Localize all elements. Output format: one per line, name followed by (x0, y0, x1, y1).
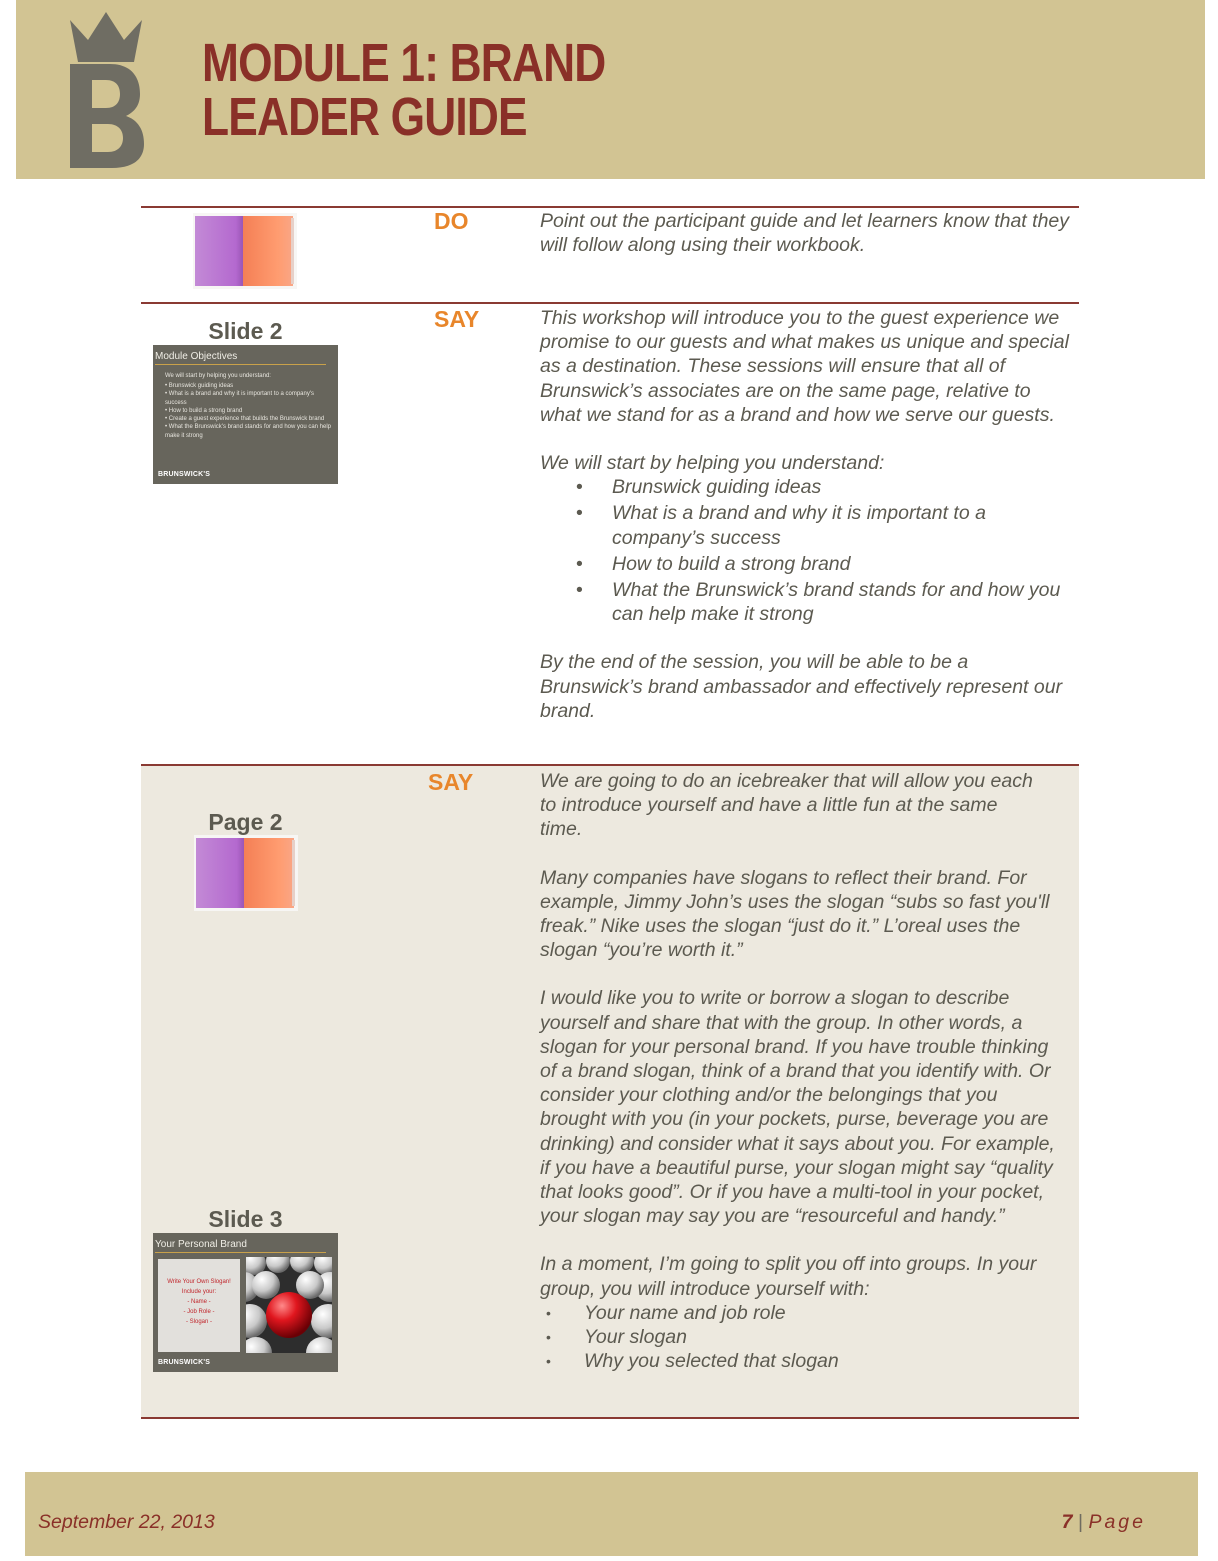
row-divider (141, 1417, 1079, 1419)
slide-3-card-line: - Slogan - (185, 1319, 212, 1325)
objectives-list-item: • What is a brand and why it is important to a company’s success (540, 501, 1032, 549)
introduction-list (540, 1301, 1080, 1374)
slide-2-title: Module Objectives (155, 351, 238, 362)
say-cue: SAY (428, 769, 474, 795)
page-number-separator: | (1077, 1511, 1084, 1533)
script-paragraph: We are going to do an icebreaker that will allow you each to introduce yourself and have a little fun at the same time. (540, 770, 1033, 841)
row-divider (141, 764, 1079, 766)
slide-3-card-line: - Job Role - (183, 1309, 215, 1315)
brunswick-crown-b-logo (66, 10, 146, 170)
script-paragraph: I would like you to write or borrow a slogan to describe yourself and share that with the group. In other words, a slogan for your personal brand. If you have trouble thinking of a brand slogan, think of a brand that you identify with. Or consider your clothing and/or the belongings that you brought with you (in your pockets, purse, beverage you are drinking) and consider what it says about you. For example, if you have a beautiful purse, your slogan might say “quality that looks good”. Or if you have a multi-tool in your pocket, your slogan may say you are “resourceful and handy.” (540, 987, 1055, 1228)
page-title (202, 33, 606, 147)
row-divider (141, 206, 1079, 208)
page-footer (25, 1472, 1198, 1556)
slide-2-bullet: • What is a brand and why it is important to a company's success (165, 391, 314, 406)
slide-3-brand-mark: BRUNSWICK'S (158, 1359, 211, 1366)
slide-3-card-line: Include your: (181, 1289, 217, 1295)
slide-3-label: Slide 3 (208, 1206, 283, 1232)
objectives-list (540, 475, 1080, 626)
page-number-value: 7 (1061, 1511, 1073, 1533)
do-cue: DO (434, 208, 469, 234)
do-instruction-text (540, 209, 1080, 257)
objectives-list-item: • Brunswick guiding ideas (540, 475, 1080, 499)
slide-3-script (540, 769, 1080, 1397)
slide-2-bullets (165, 382, 335, 440)
title-line-1: MODULE 1: BRAND (202, 33, 606, 93)
slide-2-thumbnail (153, 345, 338, 484)
slide-3-title: Your Personal Brand (155, 1239, 247, 1250)
slide-2-bullet: • How to build a strong brand (165, 407, 243, 414)
script-paragraph: Many companies have slogans to reflect their brand. For example, Jimmy John’s uses the slogan “subs so fast you'll freak.” Nike uses the slogan “just do it.” L’oreal uses the slogan “you’re worth it.” (540, 866, 1050, 962)
slide-2-intro: We will start by helping you understand: (165, 373, 271, 379)
slide-2-label: Slide 2 (208, 318, 283, 344)
row-divider (141, 302, 1079, 304)
introduction-list-item: • Why you selected that slogan (540, 1349, 1080, 1373)
page-header (16, 0, 1205, 179)
page-word: Page (1088, 1511, 1146, 1533)
slide-2-bullet: • Create a guest experience that builds the Brunswick brand (165, 416, 325, 423)
slide-3-card-line: Write Your Own Slogan! (167, 1279, 231, 1285)
slide-3-slogan-card (158, 1259, 240, 1352)
slide-3-card-line: - Name - (187, 1299, 211, 1305)
introduction-list-item: • Your name and job role (540, 1301, 1080, 1325)
red-ball-among-white-balls-image (246, 1257, 332, 1353)
title-line-2: LEADER GUIDE (202, 87, 527, 147)
slide-3-thumbnail (153, 1233, 338, 1372)
page-2-label: Page 2 (208, 809, 283, 835)
introduction-list-item: • Your slogan (540, 1325, 1080, 1349)
say-cue: SAY (434, 306, 480, 332)
slide-2-brand-mark: BRUNSWICK'S (158, 471, 211, 478)
slide-2-script (540, 306, 1080, 723)
participant-guide-book-icon (194, 835, 298, 911)
script-paragraph: We will start by helping you understand: (540, 452, 885, 475)
do-instruction-paragraph: Point out the participant guide and let learners know that they will follow along using their workbook. (540, 210, 1070, 257)
participant-guide-book-icon (193, 213, 297, 289)
page-number (1062, 1511, 1146, 1534)
objectives-list-item: • How to build a strong brand (540, 552, 1080, 576)
script-paragraph: This workshop will introduce you to the guest experience we promise to our guests and what makes us unique and special as a destination. These sessions will ensure that all of Brunswick’s associates are on the same page, relative to what we stand for as a brand and how we serve our guests. (540, 307, 1069, 426)
slide-2-bullet: • What the Brunswick's brand stands for and how you can help make it strong (165, 424, 332, 439)
script-paragraph: By the end of the session, you will be able to be a Brunswick’s brand ambassador and effectively represent our brand. (540, 651, 1063, 722)
objectives-list-item: • What the Brunswick’s brand stands for and how you can help make it strong (540, 578, 1072, 626)
script-paragraph: In a moment, I’m going to split you off into groups. In your group, you will introduce yourself with: (540, 1253, 1037, 1300)
slide-2-bullet: • Brunswick guiding ideas (165, 383, 234, 389)
footer-date: September 22, 2013 (38, 1511, 215, 1533)
